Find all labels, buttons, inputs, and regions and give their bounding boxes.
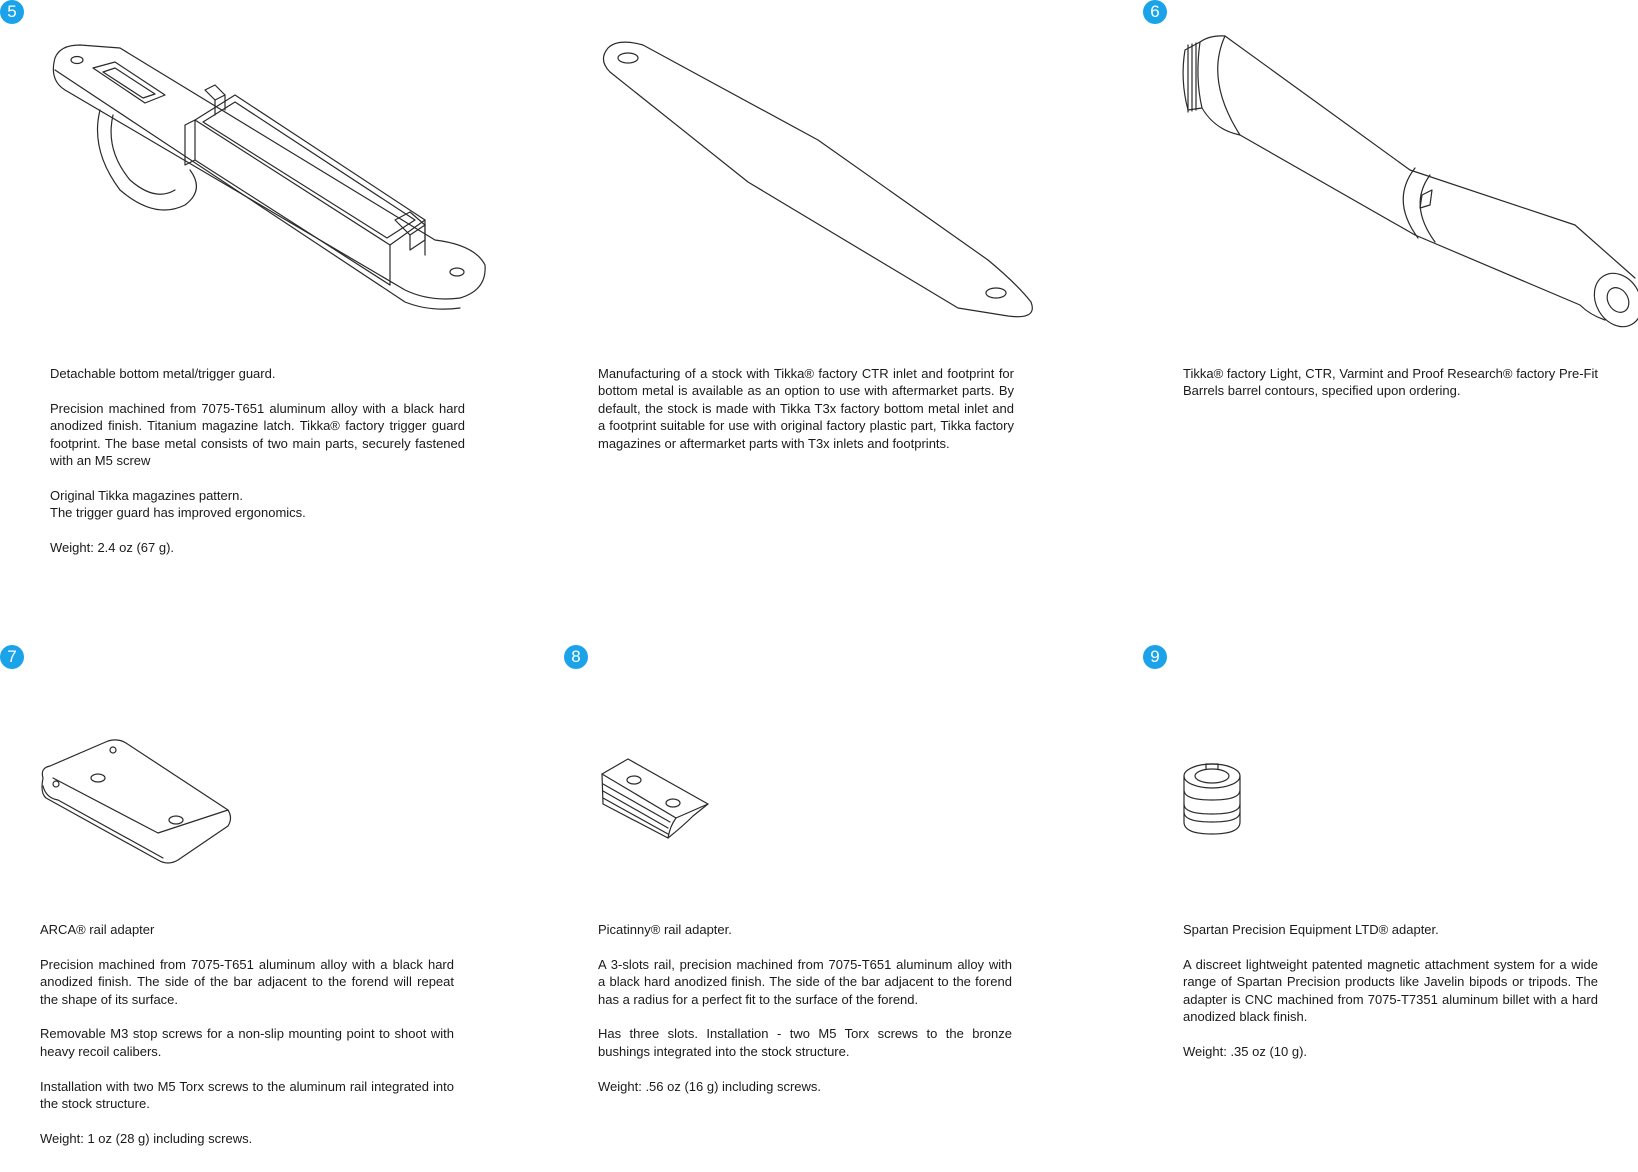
item-8-paragraph: A 3-slots rail, precision machined from 7075-T651 aluminum alloy with a black hard anodized finish. The side of the bar adjacent to the forend has a radius for a perfect fit to the surface of the forend.	[598, 956, 1012, 1007]
item-number-badge-9: 9	[1143, 645, 1167, 669]
item-ctr-description	[598, 365, 1014, 452]
item-8-paragraph: Has three slots. Installation - two M5 Torx screws to the bronze bushings integrated into the stock structure.	[598, 1026, 1012, 1059]
item-9-paragraph: A discreet lightweight patented magnetic attachment system for a wide range of Spartan Precision products like Javelin bipods or tripods. The adapter is CNC machined from 7075-T7351 aluminum billet with a hard anodized black finish.	[1183, 956, 1598, 1025]
item-5-title: Detachable bottom metal/trigger guard.	[50, 366, 276, 381]
spartan-adapter-drawing	[1180, 762, 1250, 837]
item-7-description	[40, 921, 454, 1147]
item-8-description	[598, 921, 1012, 1095]
item-number-badge-6: 6	[1143, 0, 1167, 24]
arca-rail-drawing	[38, 738, 233, 868]
item-number-badge-7: 7	[0, 645, 24, 669]
item-5-description	[50, 365, 465, 556]
item-7-title: ARCA® rail adapter	[40, 922, 155, 937]
item-5-line: Original Tikka magazines pattern.	[50, 487, 243, 503]
item-6-description	[1183, 365, 1598, 400]
item-8-title: Picatinny® rail adapter.	[598, 922, 732, 937]
picatinny-rail-drawing	[598, 756, 713, 841]
item-9-description	[1183, 921, 1598, 1060]
item-9-title: Spartan Precision Equipment LTD® adapter.	[1183, 922, 1439, 937]
item-number-badge-8: 8	[564, 645, 588, 669]
item-5-paragraph	[50, 487, 465, 504]
item-5-line: The trigger guard has improved ergonomics.	[50, 505, 306, 521]
ctr-inlet-plate-drawing	[598, 40, 1038, 320]
barrel-drawing	[1180, 30, 1638, 330]
item-7-weight: Weight: 1 oz (28 g) including screws.	[40, 1130, 253, 1146]
item-8-weight: Weight: .56 oz (16 g) including screws.	[598, 1078, 822, 1094]
item-number-badge-5: 5	[0, 0, 24, 24]
item-7-paragraph: Removable M3 stop screws for a non-slip mounting point to shoot with heavy recoil calibers.	[40, 1026, 454, 1059]
item-7-paragraph: Precision machined from 7075-T651 aluminum alloy with a black hard anodized finish. The side of the bar adjacent to the forend will repeat the shape of its surface.	[40, 956, 454, 1007]
item-5-weight: Weight: 2.4 oz (67 g).	[50, 540, 175, 556]
item-6-paragraph: Tikka® factory Light, CTR, Varmint and Proof Research® factory Pre-Fit Barrels barrel contours, specified upon ordering.	[1183, 366, 1598, 399]
item-9-weight: Weight: .35 oz (10 g).	[1183, 1043, 1308, 1059]
item-5-paragraph: Precision machined from 7075-T651 aluminum alloy with a black hard anodized finish. Titanium magazine latch. Tikka® factory trigger guard footprint. The base metal consists of two main parts, securely fastened with an M5 screw	[50, 400, 465, 469]
item-5-paragraph	[50, 504, 465, 521]
item-7-paragraph: Installation with two M5 Torx screws to the aluminum rail integrated into the stock structure.	[40, 1078, 454, 1112]
trigger-guard-drawing	[45, 40, 485, 315]
item-ctr-paragraph: Manufacturing of a stock with Tikka® factory CTR inlet and footprint for bottom metal is available as an option to use with aftermarket parts. By default, the stock is made with Tikka T3x factory bottom metal inlet and a footprint suitable for use with original factory plastic part, Tikka factory magazines or aftermarket parts with T3x inlets and footprints.	[598, 366, 1014, 451]
